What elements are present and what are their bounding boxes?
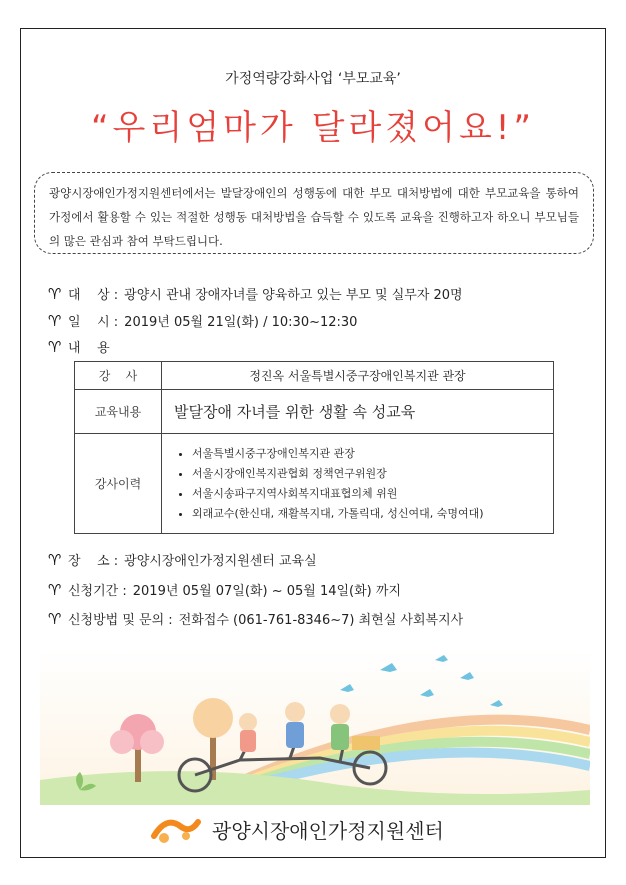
- location-label: 장 소 :: [68, 554, 119, 569]
- info-apply-method: [48, 609, 463, 628]
- info-content: [48, 337, 110, 356]
- career-value: [162, 434, 554, 534]
- lecturer-label: 강 사: [75, 362, 162, 390]
- headline: “우리엄마가 달라졌어요!”: [90, 108, 536, 148]
- lecturer-value: 정진옥 서울특별시중구장애인복지관 관장: [162, 362, 554, 390]
- aries-bullet-icon: ♈: [48, 550, 62, 569]
- footer-org-name: 광양시장애인가정지원센터: [212, 818, 444, 843]
- table-row: [75, 362, 554, 390]
- table-row: [75, 390, 554, 434]
- career-label: 강사이력: [75, 434, 162, 534]
- organization-logo-icon: [150, 814, 202, 844]
- intro-box: 광양시장애인가정지원센터에서는 발달장애인의 성행동에 대한 부모 대처방법에 대한 부모교육을 통하여 가정에서 활용할 수 있는 적절한 성행동 대처방법을 습득할 수 있도록 교육을 진행하고자 하오니 부모님들의 많은 관심과 참여 부탁드립니다.: [34, 172, 594, 254]
- date-label: 일 시 :: [68, 315, 119, 330]
- info-location: [48, 550, 317, 569]
- aries-bullet-icon: ♈: [48, 311, 62, 330]
- info-date: [48, 311, 357, 330]
- list-item: • 서울특별시중구장애인복지관 관장: [192, 444, 541, 464]
- target-label: 대 상 :: [68, 288, 119, 303]
- content-label: 내 용: [68, 341, 110, 356]
- career-list: [174, 438, 541, 530]
- info-target: [48, 284, 463, 303]
- subtitle: 가정역량강화사업 ‘부모교육’: [225, 71, 401, 87]
- aries-bullet-icon: ♈: [48, 337, 62, 356]
- family-bicycle-illustration: [40, 650, 590, 805]
- list-item: • 서울시장애인복지관협회 정책연구위원장: [192, 464, 541, 484]
- date-value: 2019년 05월 21일(화) / 10:30~12:30: [124, 315, 358, 330]
- apply-period-value: 2019년 05월 07일(화) ~ 05월 14일(화) 까지: [132, 584, 401, 599]
- info-apply-period: [48, 580, 401, 599]
- apply-period-label: 신청기간 :: [68, 584, 127, 599]
- location-value: 광양시장애인가정지원센터 교육실: [124, 554, 317, 569]
- footer: [150, 812, 444, 846]
- apply-method-value: 전화접수 (061-761-8346~7) 최현실 사회복지사: [178, 613, 464, 628]
- program-table: [74, 361, 554, 534]
- list-item: • 외래교수(한신대, 재활복지대, 가톨릭대, 성신여대, 숙명여대): [192, 504, 541, 524]
- aries-bullet-icon: ♈: [48, 609, 62, 628]
- content-label: 교육내용: [75, 390, 162, 434]
- list-item: • 서울시송파구지역사회복지대표협의체 위원: [192, 484, 541, 504]
- target-value: 광양시 관내 장애자녀를 양육하고 있는 부모 및 실무자 20명: [124, 288, 463, 303]
- aries-bullet-icon: ♈: [48, 284, 62, 303]
- aries-bullet-icon: ♈: [48, 580, 62, 599]
- content-value: 발달장애 자녀를 위한 생활 속 성교육: [162, 390, 554, 434]
- table-row: [75, 434, 554, 534]
- apply-method-label: 신청방법 및 문의 :: [68, 613, 173, 628]
